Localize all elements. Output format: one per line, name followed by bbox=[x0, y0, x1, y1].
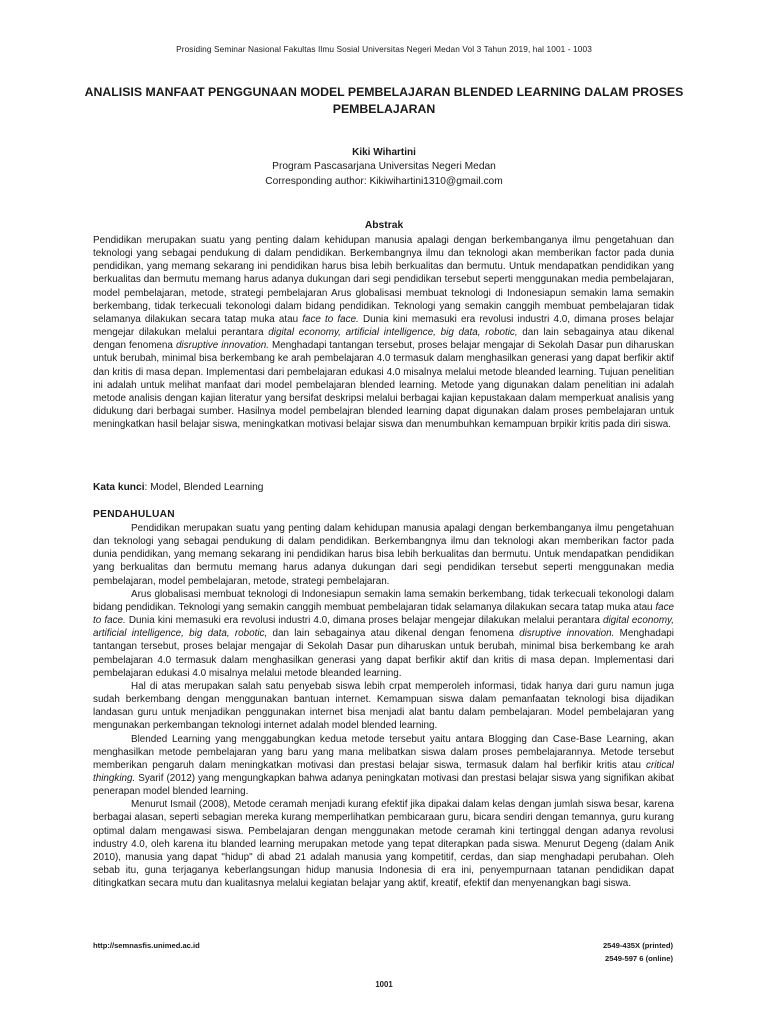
paragraph: Hal di atas merupakan salah satu penyebab siswa lebih crpat memperoleh informasi, tidak hanya dari guru namun juga sudah berkembang dengan menggunakan bantuan internet. Kemampuan siswa dalam pemanfaatan teknologi bisa dijadikan landasan guru untuk menjadikan penggunakan internet bisa menjadi alat bantu dalam pembelajaran. Model pembelajaran yang mengunakan perkembangan teknologi internet adalah model blended learning. bbox=[93, 680, 674, 732]
paragraph-italic: digital economy, artificial intelligence, big data, robotic, bbox=[93, 615, 675, 640]
abstract-text bbox=[93, 234, 674, 431]
abstract-italic: disruptive innovation. bbox=[175, 340, 269, 352]
running-header: Prosiding Seminar Nasional Fakultas Ilmu Sosial Universitas Negeri Medan Vol 3 Tahun 2019, hal 1001 - 1003 bbox=[176, 44, 592, 54]
page-number: 1001 bbox=[375, 980, 393, 989]
paragraph-part: Syarif (2012) yang mengungkapkan bahwa adanya peningkatan motivasi dan prestasi belajar siswa yang signifikan akibat penerapan model blended learning. bbox=[93, 772, 674, 798]
paragraph-italic: critical thingking. bbox=[93, 759, 674, 784]
keywords bbox=[93, 482, 263, 493]
abstract-part: Menghadapi tantangan tersebut, proses belajar mengajar di Sekolah Dasar pun diharuskan untuk berubah, minimal bisa berkembang ke arah pembelajaran 4.0 termasuk dalam menghasilkan generasi yang dapat berfikir aktif dan kritis di masa depan. Implementasi dari pembelajaran edukasi 4.0 misalnya melalui metode bleanded learning. Tujuan penelitian ini adalah untuk melihat manfaat dari model pembelajaran blended learning. Metode yang digunakan dalam penelitian ini adalah metode analisis dengan kajian literatur yang bersifat deskripsi melalui berbagai kajian kepustakaan dalam memperkuat analisis yang didukung dari berbagai sumber. Hasilnya model pembelajran blended learning dapat digunakan dalam proses pembelajaran untuk meningkatkan hasil belajar siswa, meningkatkan motivasi belajar siswa dan menumbuhkan kemampuan brpikir kritis pada diri siswa. bbox=[93, 340, 674, 431]
paragraph-part: Arus globalisasi membuat teknologi di Indonesiapun semakin lama semakin berkembang, tidak terkecuali tekonologi dalam bidang pendidikan. Teknologi yang semakin canggih membuat pembelajaran tidak selamanya dilakukan secara tatap muka atau bbox=[93, 588, 674, 613]
paragraph: Pendidikan merupakan suatu yang penting dalam kehidupan manusia apalagi dengan berkembanganya ilmu pengetahuan dan teknologi yang sebagai pendukung di dalam pendidikan. Berkembangnya ilmu dan teknologi akan memberikan factor pada dunia pendidikan, yang memang sekarang ini pendidikan harus bisa lebih berkualitas dan bermutu. Untuk mendapatkan pendidikan yang berkualitas dan bermutu memang harus adanya dukungan dari segi pendidikan tersebut seperti menggunakan media pembelajaran, model pembelajaran, metode, strategi pembelajaran. bbox=[93, 523, 674, 587]
paragraph: Menurut Ismail (2008), Metode ceramah menjadi kurang efektif jika dipakai dalam kelas dengan jumlah siswa besar, karena berbagai alasan, seperti sebagian mereka kurang memperlihatkan pembicaraan guru, bicara sendiri dengan temannya, guru kurang optimal dalam mengawasi siswa. Pembelajaran dengan menggunakan metode ceramah kini tertinggal dengan adanya revolusi industry 4.0, oleh karena itu blanded learning merupakan metode yang tepat diterapkan pada siswa. Menurut Degeng (dalam Anik 2010), manusia yang dapat "hidup" di abad 21 adalah manusia yang kompetitif, cerdas, dan siap menghadapi perubahan. Oleh sebab itu, guna terjaganya keberlangsungan hidup manusia Indonesia di era ini, penyempurnaan tatanan pendidikan dapat ditingkatkan secara mutu dan kualitasnya melalui kegiatan belajar yang aktif, kreatif, efektif dan menyenangkan bagi siswa. bbox=[93, 799, 674, 890]
footer-url: http://semnasfis.unimed.ac.id bbox=[93, 941, 200, 950]
paragraph bbox=[93, 588, 674, 680]
abstract-part: dan lain sebagainya atau dikenal dengan fenomena bbox=[93, 327, 675, 352]
abstract-italic: face to face. bbox=[302, 313, 359, 325]
abstract-part: Pendidikan merupakan suatu yang penting dalam kehidupan manusia apalagi dengan berkembanganya ilmu pengetahuan dan teknologi yang sebagai pendukung di dalam pendidikan. Berkembangnya ilmu dan teknologi akan memberikan factor pada dunia pendidikan, yang memang sekarang ini pendidikan harus bisa lebih berkualitas dan bermutu. Untuk mendapatkan pendidikan yang berkualitas dan bermutu memang harus adanya dukungan dari segi pendidikan tersebut seperti menggunakan media pembelajaran, model pembelajaran, metode, strategi pembelajaran Arus globalisasi membuat teknologi di Indonesiapun semakin lama semakin berkembang, tidak terkecuali tekonologi dalam bidang pendidikan. Teknologi yang semakin canggih membuat pembelajaran tidak selamanya dilakukan secara tatap muka atau bbox=[93, 235, 674, 325]
paper-title: ANALISIS MANFAAT PENGGUNAAN MODEL PEMBELAJARAN BLENDED LEARNING DALAM PROSES PEMBELAJARAN bbox=[84, 85, 684, 116]
paragraph-part: Blended Learning yang menggabungkan kedua metode tersebut yaitu antara Blogging dan Case-Base Learning, akan menghasilkan metode pembelajaran yang baru yang mana melibatkan siswa dalam proses pembelajarannya. Metode tersebut memberikan pengaruh dalam meningkatkan motivasi dan prestasi belajar siswa, termasuk dalam hal berfikir kritis atau bbox=[93, 733, 674, 771]
abstract-part: Dunia kini memasuki era revolusi industri 4.0, dimana proses belajar mengejar dilakukan melalui perantara bbox=[93, 313, 675, 339]
issn-online: 2549-597 6 (online) bbox=[605, 954, 673, 963]
paragraph-italic: face to face. bbox=[93, 601, 674, 627]
author-affiliation: Program Pascasarjana Universitas Negeri Medan bbox=[272, 161, 496, 172]
paragraph bbox=[93, 733, 674, 799]
body-text bbox=[93, 522, 674, 890]
paragraph-part: Menghadapi tantangan tersebut, proses belajar mengajar di Sekolah Dasar pun diharuskan untuk berubah, minimal bisa berkembang ke arah pembelajaran 4.0 termasuk dalam menghasilkan generasi yang dapat berfikir aktif dan kritis di masa depan. Implementasi dari pembelajaran edukasi 4.0 misalnya melalui metode bleanded learning. bbox=[93, 628, 674, 679]
keywords-value: : Model, Blended Learning bbox=[144, 482, 264, 493]
keywords-label: Kata kunci bbox=[93, 482, 145, 493]
author-name: Kiki Wihartini bbox=[352, 147, 416, 158]
section-heading: PENDAHULUAN bbox=[93, 509, 175, 520]
abstract-heading: Abstrak bbox=[364, 220, 404, 231]
abstract-italic: digital economy, artificial intelligence, big data, robotic, bbox=[268, 327, 518, 339]
paragraph-italic: disruptive innovation. bbox=[519, 628, 615, 640]
paragraph-part: Dunia kini memasuki era revolusi industri 4.0, dimana proses belajar mengejar dilakukan melalui perantara bbox=[125, 615, 603, 627]
corresponding-author: Corresponding author: Kikiwihartini1310@gmail.com bbox=[265, 176, 503, 187]
issn-print: 2549-435X (printed) bbox=[602, 941, 673, 950]
paragraph-part: dan lain sebagainya atau dikenal dengan fenomena bbox=[267, 628, 520, 640]
